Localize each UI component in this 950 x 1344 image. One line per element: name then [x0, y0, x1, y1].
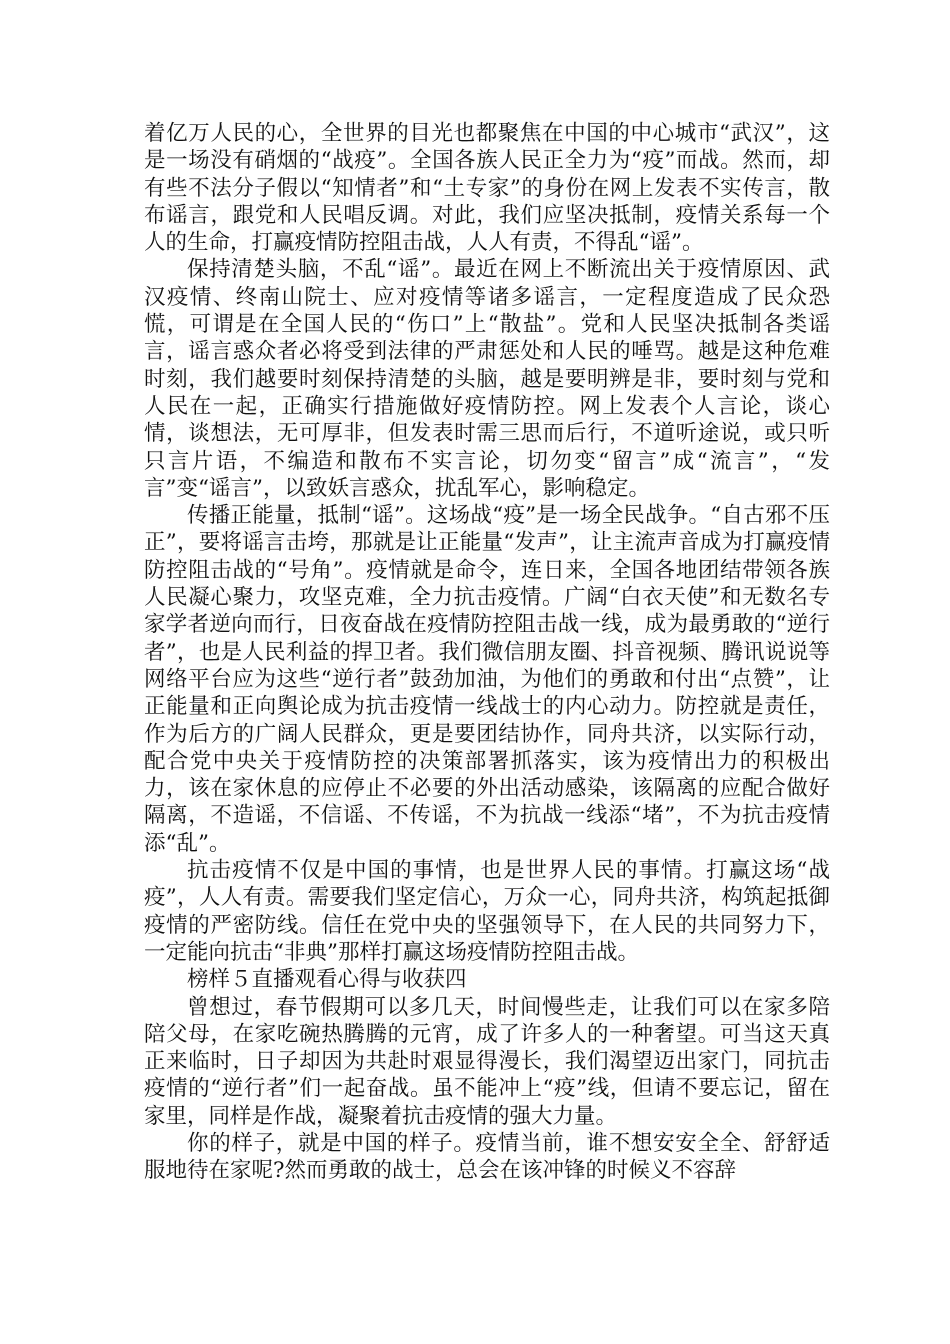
paragraph-clear-mind: 保持清楚头脑，不乱“谣”。最近在网上不断流出关于疫情原因、武汉疫情、终南山院士、应对疫情等诸多谣言，一定程度造成了民众恐慌，可谓是在全国人民的“伤口”上“散盐”。党和人民坚决抵制各类谣言，谣言惑众者必将受到法律的严肃惩处和人民的唾骂。越是这种危难时刻，我们越要时刻保持清楚的头脑，越是要明辨是非，要时刻与党和人民在一起，正确实行措施做好疫情防控。网上发表个人言论，谈心情，谈想法，无可厚非，但发表时需三思而后行，不道听途说，或只听只言片语，不编造和散布不实言论，切勿变“留言”成“流言”，“发言”变“谣言”，以致妖言惑众，扰乱军心，影响稳定。 [144, 257, 830, 501]
paragraph-spring-festival: 曾想过，春节假期可以多几天，时间慢些走，让我们可以在家多陪陪父母，在家吃碗热腾腾的元宵，成了许多人的一种奢望。可当这天真正来临时，日子却因为共赴时艰显得漫长，我们渴望迈出家门，同抗击疫情的“逆行者”们一起奋战。虽不能冲上“疫”线，但请不要忘记，留在家里，同样是作战，凝聚着抗击疫情的强大力量。 [144, 994, 830, 1129]
paragraph-positive-energy: 传播正能量，抵制“谣”。这场战“疫”是一场全民战争。“自古邪不压正”，要将谣言击垮，那就是让正能量“发声”，让主流声音成为打赢疫情防控阻击战的“号角”。疫情就是命令，连日来，全国各地团结带领各族人民凝心聚力，攻坚克难，全力抗击疫情。广阔“白衣天使”和无数名专家学者逆向而行，日夜奋战在疫情防控阻击战一线，成为最勇敢的“逆行者”，也是人民利益的捍卫者。我们微信朋友圈、抖音视频、腾讯说说等网络平台应为这些“逆行者”鼓劲加油，为他们的勇敢和付出“点赞”，让正能量和正向舆论成为抗击疫情一线战士的内心动力。防控就是责任，作为后方的广阔人民群众，更是要团结协作，同舟共济，以实际行动，配合党中央关于疫情防控的决策部署抓落实，该为疫情出力的积极出力，该在家休息的应停止不必要的外出活动感染，该隔离的应配合做好隔离，不造谣，不信谣、不传谣，不为抗战一线添“堵”，不为抗击疫情添“乱”。 [144, 503, 830, 856]
paragraph-china-look: 你的样子，就是中国的样子。疫情当前，谁不想安安全全、舒舒适服地待在家呢?然而勇敢的战士，总会在该冲锋的时候义不容辞 [144, 1130, 830, 1184]
document-body [144, 120, 830, 1185]
paragraph-global-fight: 抗击疫情不仅是中国的事情，也是世界人民的事情。打赢这场“战疫”，人人有责。需要我们坚定信心，万众一心，同舟共济，构筑起抵御疫情的严密防线。信任在党中央的坚强领导下，在人民的共同努力下，一定能向抗击“非典”那样打赢这场疫情防控阻击战。 [144, 858, 830, 965]
section-heading: 榜样５直播观看心得与收获四 [187, 967, 467, 993]
paragraph-continuation: 着亿万人民的心，全世界的目光也都聚焦在中国的中心城市“武汉”，这是一场没有硝烟的“战疫”。全国各族人民正全力为“疫”而战。然而，却有些不法分子假以“知情者”和“土专家”的身份在网上发表不实传言，散布谣言，跟党和人民唱反调。对此，我们应坚决抵制，疫情关系每一个人的生命，打赢疫情防控阻击战，人人有责，不得乱“谣”。 [144, 121, 830, 256]
